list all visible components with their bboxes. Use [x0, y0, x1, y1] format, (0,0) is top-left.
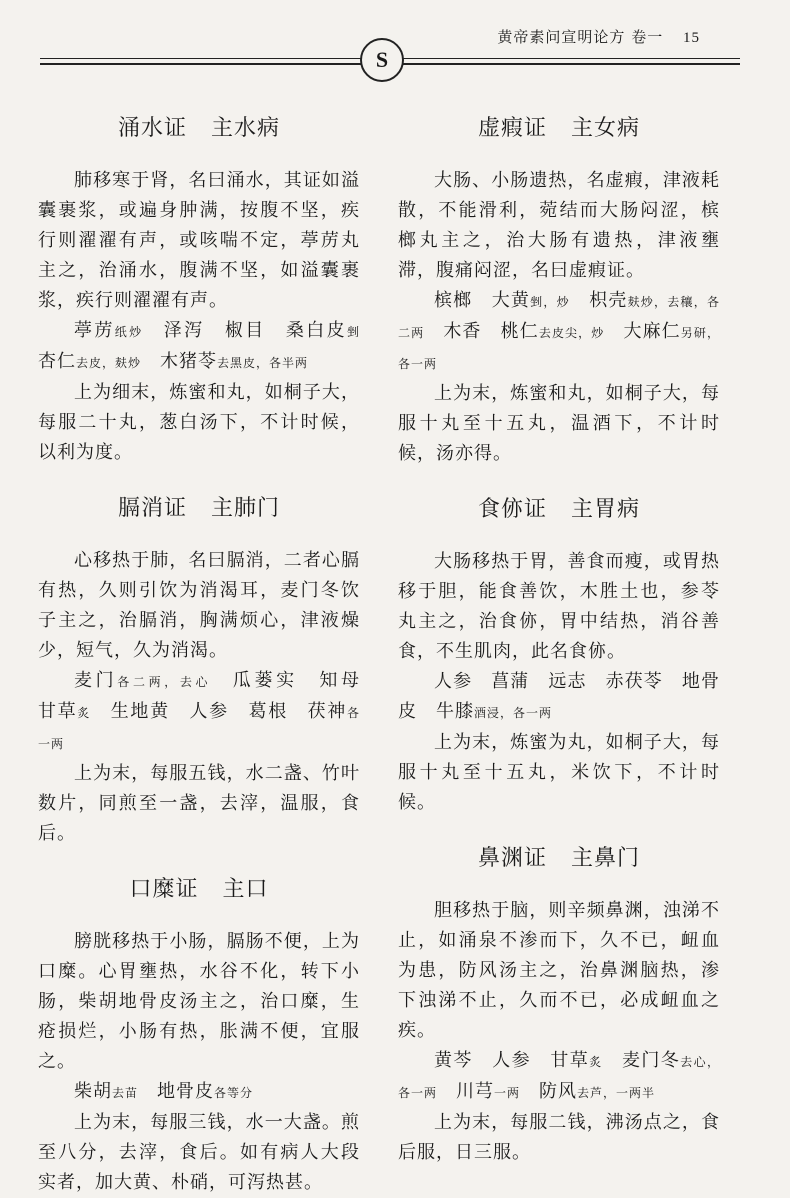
herb-list: 槟榔 大黄剉，炒 枳壳麸炒，去穰，各二两 木香 桃仁去皮尖，炒 大麻仁另研，各一两: [398, 290, 720, 371]
herb-list: 柴胡去苗 地骨皮各等分: [74, 1081, 254, 1102]
page-number: 15: [683, 30, 700, 46]
herb-list: 人参 菖蒲 远志 赤茯苓 地骨皮 牛膝酒浸，各一两: [398, 671, 720, 722]
preparation-text: 上为末，每服二钱，沸汤点之，食后服，日三服。: [398, 1112, 720, 1163]
section-text: 胆移热于脑，则辛频鼻渊，浊涕不止，如涌泉不渗而下，久不已，衄血为患，防风汤主之，治鼻渊脑热，渗下浊涕不止，久而不已，必成衄血之疾。: [398, 900, 720, 1041]
publisher-emblem-icon: S: [360, 38, 404, 82]
section-heading: 食㑊证 主胃病: [477, 497, 641, 522]
volume-label: 卷一: [631, 28, 664, 46]
section-text: 大肠、小肠遗热，名虚瘕，津液耗散，不能滑利，菀结而大肠闷涩，槟榔丸主之，治大肠有遗热，津液壅滞，腹痛闷涩，名曰虚瘕证。: [398, 170, 720, 281]
section-heading: 涌水证 主水病: [117, 116, 281, 141]
section-heading: 膈消证 主肺门: [117, 496, 281, 521]
herb-list: 黄芩 人参 甘草炙 麦门冬去心，各一两 川芎一两 防风去芦，一两半: [398, 1050, 720, 1102]
preparation-text: 上为细末，炼蜜和丸，如桐子大，每服二十丸，葱白汤下，不计时候，以利为度。: [38, 382, 360, 463]
right-column: [398, 100, 720, 1168]
herb-list: 麦门各二两，去心 瓜蒌实 知母 甘草炙 生地黄 人参 葛根 茯神各一两: [38, 670, 380, 751]
running-head: [497, 26, 700, 47]
section-heading: 鼻渊证 主鼻门: [477, 846, 641, 871]
book-title: 黄帝素问宣明论方: [497, 28, 626, 46]
preparation-text: 上为末，每服三钱，水一大盏。煎至八分，去滓，食后。如有病人大段实者，加大黄、朴硝，可泻热甚。: [38, 1112, 360, 1193]
section-text: 心移热于肺，名曰膈消，二者心膈有热，久则引饮为消渴耳，麦门冬饮子主之，治膈消，胸满烦心，津液燥少，短气，久为消渴。: [38, 550, 360, 661]
section-text: 膀胱移热于小肠，膈肠不便，上为口糜。心胃壅热，水谷不化，转下小肠，柴胡地骨皮汤主之，治口糜，生疮损烂，小肠有热，胀满不便，宜服之。: [38, 931, 360, 1072]
section-text: 大肠移热于胃，善食而瘦，或胃热移于胆，能食善饮，木胜土也，参苓丸主之，治食㑊，胃中结热，消谷善食，不生肌肉，此名食㑊。: [398, 551, 720, 662]
section-heading: 虚瘕证 主女病: [477, 116, 641, 141]
preparation-text: 上为末，炼蜜为丸，如桐子大，每服十丸至十五丸，米饮下，不计时候。: [398, 732, 720, 813]
preparation-text: 上为末，炼蜜和丸，如桐子大，每服十丸至十五丸，温酒下，不计时候，汤亦得。: [398, 383, 720, 464]
section-text: 肺移寒于肾，名曰涌水，其证如溢囊裹浆，或遍身肿满，按腹不坚，疾行则濯濯有声，或咳喘不定，葶苈丸主之，治涌水，腹满不坚，如溢囊裹浆，疾行则濯濯有声。: [38, 170, 360, 311]
herb-list: 葶苈纸炒 泽泻 椒目 桑白皮剉杏仁去皮，麸炒 木猪苓去黑皮，各半两: [38, 320, 361, 372]
left-column: [38, 100, 380, 1198]
preparation-text: 上为末，每服五钱，水二盏、竹叶数片，同煎至一盏，去滓，温服，食后。: [38, 763, 360, 844]
section-heading: 口糜证 主口: [129, 877, 269, 902]
